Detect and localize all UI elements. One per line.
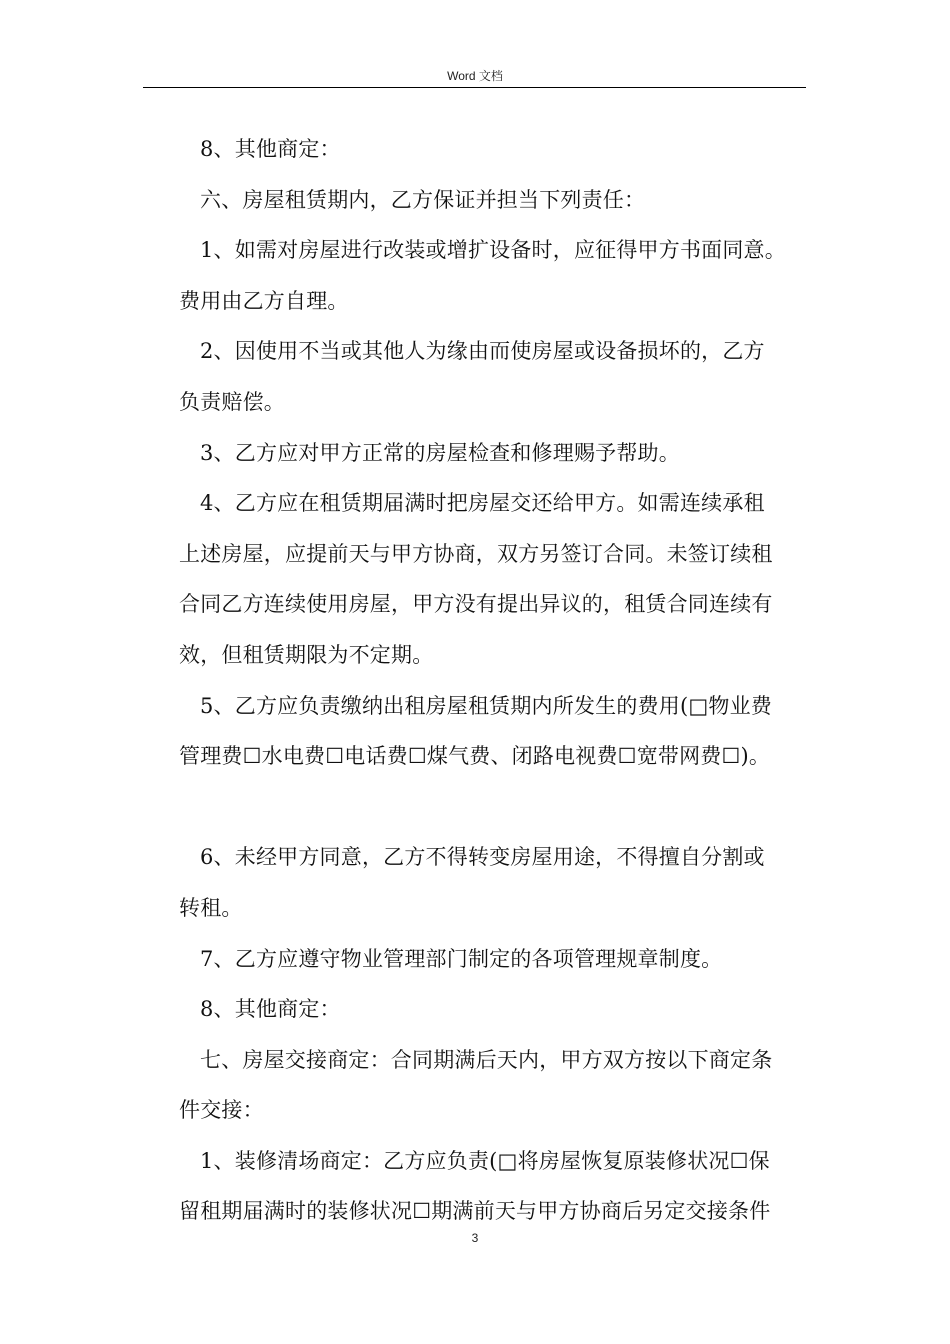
paragraph-line: 件交接： bbox=[179, 1098, 264, 1123]
paragraph-line: 留租期届满时的装修状况☐期满前天与甲方协商后另定交接条件 bbox=[179, 1199, 771, 1224]
paragraph-line: 7、乙方应遵守物业管理部门制定的各项管理规章制度。 bbox=[200, 946, 723, 971]
document-body bbox=[179, 124, 809, 1237]
paragraph-line: 合同乙方连续使用房屋，甲方没有提出异议的，租赁合同连续有 bbox=[179, 592, 773, 617]
page-number: 3 bbox=[471, 1231, 479, 1245]
paragraph-line: 1、装修清场商定：乙方应负责(□将房屋恢复原装修状况☐保 bbox=[200, 1148, 770, 1173]
paragraph-line: 6、未经甲方同意，乙方不得转变房屋用途，不得擅自分割或 bbox=[200, 845, 765, 870]
paragraph-line: 七、房屋交接商定：合同期满后天内，甲方双方按以下商定条 bbox=[200, 1047, 773, 1072]
header-title: Word 文档 bbox=[447, 69, 503, 83]
paragraph-line: 2、因使用不当或其他人为缘由而使房屋或设备损坏的，乙方 bbox=[200, 339, 765, 364]
paragraph-line: 管理费☐水电费☐电话费☐煤气费、闭路电视费☐宽带网费☐)。 bbox=[179, 744, 771, 769]
paragraph-line: 3、乙方应对甲方正常的房屋检查和修理赐予帮助。 bbox=[200, 440, 680, 465]
blank-line bbox=[179, 782, 809, 833]
paragraph-line: 负责赔偿。 bbox=[179, 389, 285, 414]
paragraph-line: 上述房屋，应提前天与甲方协商，双方另签订合同。未签订续租 bbox=[179, 541, 773, 566]
header-divider bbox=[143, 87, 806, 88]
paragraph-line: 1、如需对房屋进行改装或增扩设备时，应征得甲方书面同意。 bbox=[200, 238, 786, 263]
paragraph-line: 5、乙方应负责缴纳出租房屋租赁期内所发生的费用(□物业费 bbox=[200, 693, 772, 718]
paragraph-line: 4、乙方应在租赁期届满时把房屋交还给甲方。如需连续承租 bbox=[200, 491, 765, 516]
paragraph-line: 8、其他商定： bbox=[200, 997, 341, 1022]
paragraph-line: 效，但租赁期限为不定期。 bbox=[179, 642, 434, 667]
paragraph-line: 六、房屋租赁期内，乙方保证并担当下列责任： bbox=[200, 187, 646, 212]
paragraph-line: 费用由乙方自理。 bbox=[179, 288, 349, 313]
paragraph-line: 转租。 bbox=[179, 895, 243, 920]
paragraph-line: 8、其他商定： bbox=[200, 137, 341, 161]
